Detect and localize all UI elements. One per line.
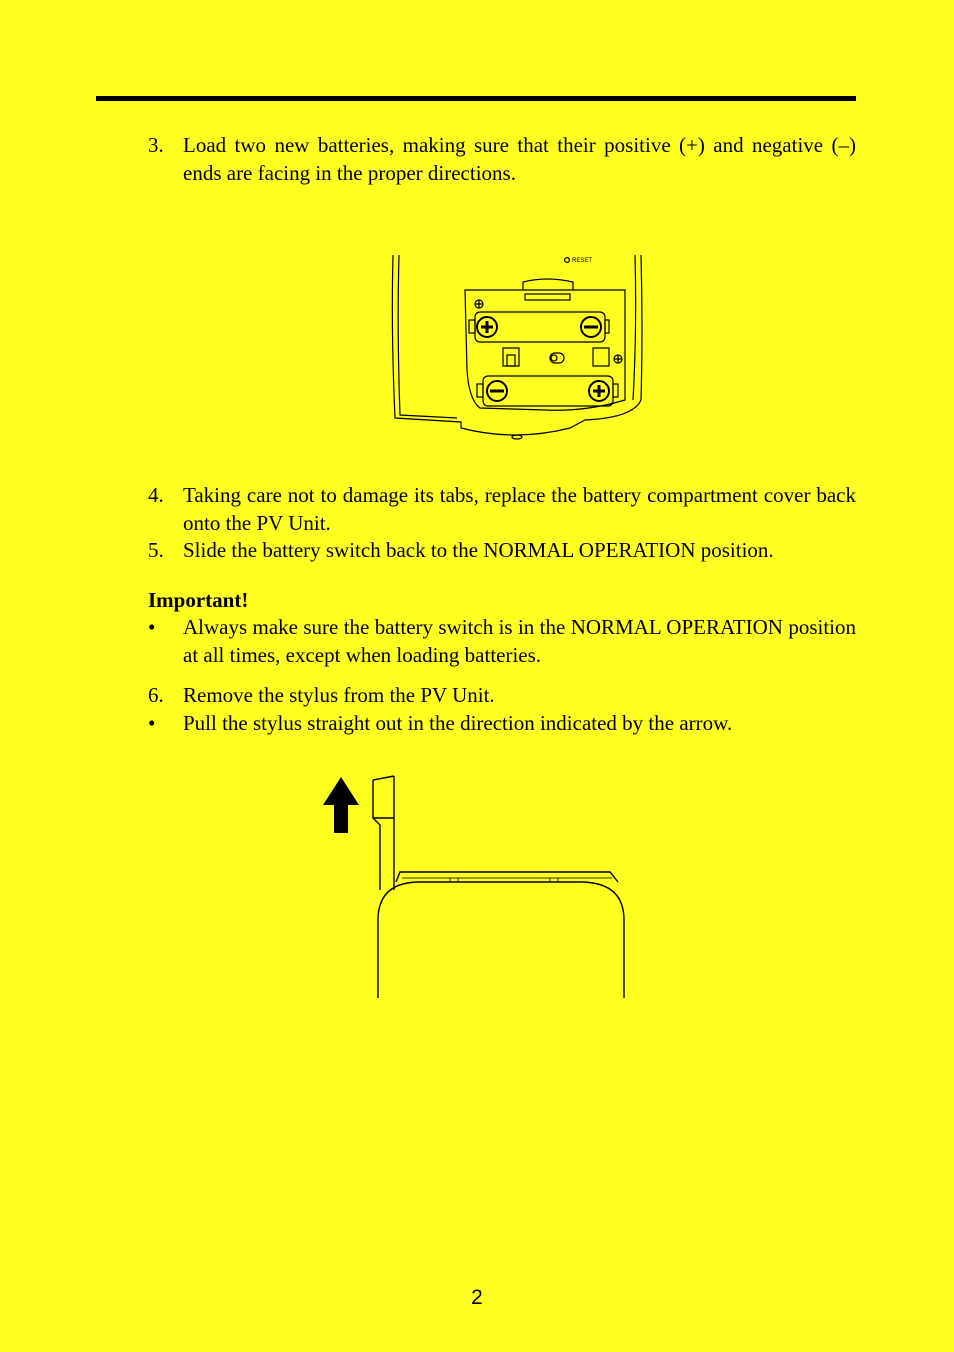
battery-negative-icon bbox=[581, 317, 601, 337]
important-heading: Important! bbox=[148, 588, 249, 612]
stylus-removal-illustration bbox=[320, 770, 640, 1005]
step-text: Remove the stylus from the PV Unit. bbox=[183, 683, 495, 707]
reset-hole-icon bbox=[565, 258, 570, 263]
step-number: 5. bbox=[148, 538, 164, 562]
battery-negative-icon bbox=[487, 381, 507, 401]
step-number: 6. bbox=[148, 683, 164, 707]
reset-label: RESET bbox=[572, 258, 593, 264]
stylus-note bbox=[148, 709, 856, 737]
step-text: Load two new batteries, making sure that their positive (+) and negative (–) ends are facing in the proper directions. bbox=[183, 133, 856, 185]
page-number: 2 bbox=[471, 1286, 483, 1309]
step-3 bbox=[148, 131, 856, 187]
arrow-up-icon bbox=[323, 777, 359, 833]
step-5 bbox=[148, 536, 856, 564]
bullet: • bbox=[148, 711, 156, 735]
battery-positive-icon bbox=[589, 381, 609, 401]
important-note bbox=[148, 613, 856, 669]
stylus-note-text: Pull the stylus straight out in the direction indicated by the arrow. bbox=[183, 711, 733, 735]
step-text: Slide the battery switch back to the NORMAL OPERATION position. bbox=[183, 538, 774, 562]
step-4 bbox=[148, 481, 856, 537]
step-6 bbox=[148, 681, 856, 709]
stylus-icon bbox=[373, 776, 394, 890]
bullet: • bbox=[148, 615, 156, 639]
step-number: 3. bbox=[148, 133, 164, 157]
header-rule bbox=[96, 96, 856, 101]
battery-compartment-illustration bbox=[385, 250, 650, 445]
step-text: Taking care not to damage its tabs, replace the battery compartment cover back onto the PV Unit. bbox=[183, 483, 856, 535]
important-text: Always make sure the battery switch is in the NORMAL OPERATION position at all times, except when loading batteries. bbox=[183, 615, 856, 667]
step-number: 4. bbox=[148, 483, 164, 507]
battery-positive-icon bbox=[477, 317, 497, 337]
